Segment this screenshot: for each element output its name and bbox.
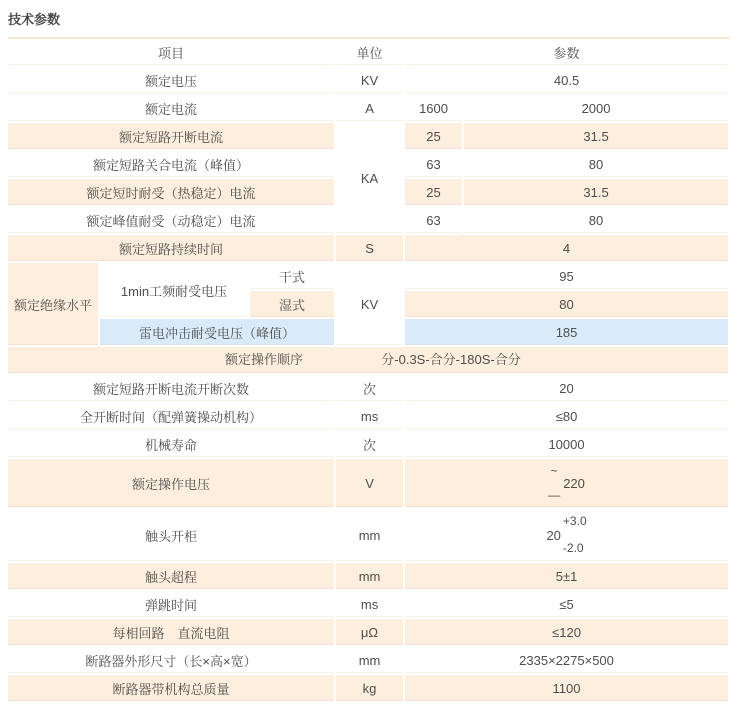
label-cell: 额定短路开断电流开断次数 (8, 375, 336, 403)
value-cell-2: 80 (464, 207, 730, 235)
label-cell: 触头超程 (8, 563, 336, 591)
value-cell (405, 459, 730, 509)
acdc-marks (548, 465, 560, 501)
insulation-level-cell: 额定绝缘水平 (8, 263, 100, 347)
label-text: 额定操作顺序 (224, 352, 303, 367)
ac-mark: ~ (550, 464, 558, 478)
value-cell-1: 25 (405, 179, 464, 207)
row-rated-current (8, 95, 730, 123)
unit-cell: 次 (336, 431, 405, 459)
value-cell-2: 2000 (464, 95, 730, 123)
acdc-value (548, 465, 585, 501)
unit-cell: ms (336, 591, 405, 619)
value-cell: ≤80 (405, 403, 730, 431)
value-text: 分-0.3S-合分-180S-合分 (381, 352, 521, 367)
value-cell: 4 (405, 235, 730, 263)
label-cell: 触头开柜 (8, 509, 336, 563)
row-sc-breaking (8, 123, 730, 151)
spec-table (8, 37, 730, 703)
unit-cell: V (336, 459, 405, 509)
row-sc-duration (8, 235, 730, 263)
value-cell: 40.5 (405, 67, 730, 95)
dry-value-cell: 95 (405, 263, 730, 291)
header-param: 参数 (405, 39, 730, 67)
unit-cell: mm (336, 563, 405, 591)
header-row (8, 39, 730, 67)
op-sequence-cell (8, 347, 730, 375)
value-cell: 20 (405, 375, 730, 403)
label-cell: 额定电流 (8, 95, 336, 123)
tolerance-plus: +3.0 (562, 514, 587, 528)
value-cell (405, 509, 730, 563)
wet-label-cell: 湿式 (250, 291, 336, 319)
pf-withstand-cell: 1min工频耐受电压 (100, 263, 250, 319)
label-cell: 额定短时耐受（热稳定）电流 (8, 179, 336, 207)
value-cell-1: 1600 (405, 95, 464, 123)
label-cell: 每相回路 直流电阻 (8, 619, 336, 647)
row-rated-voltage (8, 67, 730, 95)
row-op-sequence (8, 347, 730, 375)
label-cell: 断路器外形尺寸（长×高×宽） (8, 647, 336, 675)
unit-cell-ka: KA (336, 123, 405, 235)
unit-cell: mm (336, 647, 405, 675)
label-cell: 额定短路持续时间 (8, 235, 336, 263)
lightning-value-cell: 185 (405, 319, 730, 347)
header-unit: 单位 (336, 39, 405, 67)
label-cell: 额定电压 (8, 67, 336, 95)
label-cell: 断路器带机构总质量 (8, 675, 336, 703)
unit-cell: μΩ (336, 619, 405, 647)
wet-value-cell: 80 (405, 291, 730, 319)
unit-cell: A (336, 95, 405, 123)
tolerance-minus: -2.0 (562, 541, 584, 555)
value-cell-1: 25 (405, 123, 464, 151)
label-cell: 额定短路开断电流 (8, 123, 336, 151)
lightning-label-cell: 雷电冲击耐受电压（峰值） (100, 319, 336, 347)
unit-cell: S (336, 235, 405, 263)
value-cell-2: 31.5 (464, 123, 730, 151)
gap-number: 20 (546, 527, 561, 543)
value-cell-2: 31.5 (464, 179, 730, 207)
label-cell: 弹跳时间 (8, 591, 336, 619)
row-breaking-times (8, 375, 730, 403)
value-cell-1: 63 (405, 151, 464, 179)
dc-mark: — (548, 488, 561, 502)
label-cell: 额定短路关合电流（峰值） (8, 151, 336, 179)
unit-cell: 次 (336, 375, 405, 403)
value-cell-2: 80 (464, 151, 730, 179)
value-cell: ≤5 (405, 591, 730, 619)
unit-cell: ms (336, 403, 405, 431)
label-cell: 额定操作电压 (8, 459, 336, 509)
header-item: 项目 (8, 39, 336, 67)
row-total-break-time (8, 403, 730, 431)
voltage-number: 220 (563, 475, 585, 491)
label-cell: 机械寿命 (8, 431, 336, 459)
row-bounce-time (8, 591, 730, 619)
dry-label-cell: 干式 (250, 263, 336, 291)
page-title: 技术参数 (8, 12, 61, 27)
label-cell: 全开断时间（配弹簧操动机构） (8, 403, 336, 431)
tolerance-value (546, 515, 586, 555)
unit-cell-kv: KV (336, 263, 405, 347)
row-op-voltage (8, 459, 730, 509)
row-dc-resistance (8, 619, 730, 647)
label-cell: 额定峰值耐受（动稳定）电流 (8, 207, 336, 235)
value-cell: 5±1 (405, 563, 730, 591)
row-contact-gap (8, 509, 730, 563)
value-cell: 2335×2275×500 (405, 647, 730, 675)
value-cell: 1100 (405, 675, 730, 703)
unit-cell: kg (336, 675, 405, 703)
row-insulation-dry (8, 263, 730, 291)
row-mech-life (8, 431, 730, 459)
row-total-mass (8, 675, 730, 703)
unit-cell: KV (336, 67, 405, 95)
unit-cell: mm (336, 509, 405, 563)
value-cell: 10000 (405, 431, 730, 459)
row-contact-overtravel (8, 563, 730, 591)
value-cell-1: 63 (405, 207, 464, 235)
row-dimensions (8, 647, 730, 675)
value-cell: ≤120 (405, 619, 730, 647)
tolerance-stack (563, 515, 587, 555)
